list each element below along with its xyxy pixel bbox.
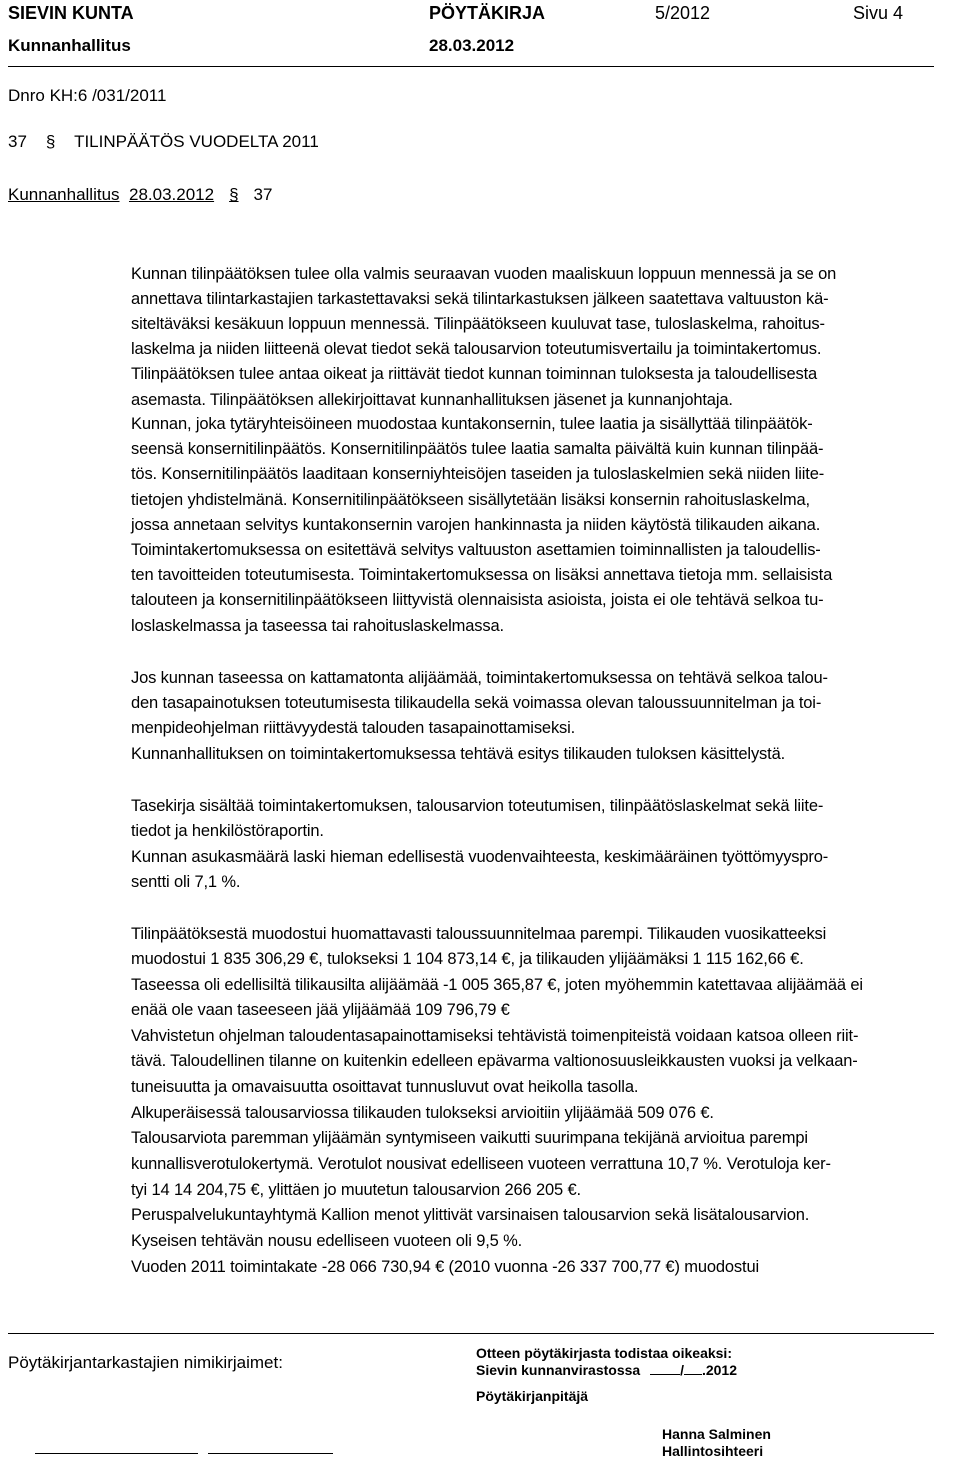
body-line: loslaskelmassa ja taseessa tai rahoituslaskelmassa. (131, 617, 504, 635)
header-divider (8, 66, 934, 67)
body-line: den tasapainotuksen toteutumisesta tilikaudella sekä voimassa olevan taloussuunnitelman ja toi- (131, 694, 822, 712)
body-line: Kunnan asukasmäärä laski hieman edellisestä vuodenvaihteesta, keskimääräinen työttömyyspro- (131, 848, 829, 866)
body-line: menpideohjelman riittävyydestä talouden tasapainottamiseksi. (131, 719, 576, 737)
body-line: Taseessa oli edellisiltä tilikausilta alijäämää -1 005 365,87 €, joten myöhemmin katettavaa alijäämää ei (131, 976, 863, 994)
initials-signature-line-1 (35, 1453, 198, 1454)
body-line: Vuoden 2011 toimintakate -28 066 730,94 € (2010 vuonna -26 337 700,77 €) muodostui (131, 1258, 760, 1276)
certify-place: Sievin kunnanvirastossa (476, 1362, 641, 1378)
body-line: tös. Konsernitilinpäätös laaditaan konserniyhteisöjen taseiden ja tuloslaskelmien sekä niiden liite- (131, 465, 825, 483)
body-line: jossa annetaan selvitys kuntakonsernin varojen hankinnasta ja niiden käytöstä tilikauden aikana. (131, 516, 821, 534)
municipality-name: SIEVIN KUNTA (8, 3, 134, 23)
body-line: sentti oli 7,1 %. (131, 873, 241, 891)
body-line: seensä konsernitilinpäätös. Konsernitilinpäätös tulee laatia samalta päivältä kuin kunnan tilinpää- (131, 440, 824, 458)
body-line: annettava tilintarkastajien tarkastettavaksi sekä tilintarkastuksen jälkeen saatettava valtuuston kä- (131, 290, 829, 308)
document-type: PÖYTÄKIRJA (429, 3, 546, 23)
body-line: Alkuperäisessä talousarviossa tilikauden tulokseksi arvioitiin ylijäämää 509 076 €. (131, 1104, 714, 1122)
body-line: Kunnan tilinpäätöksen tulee olla valmis seuraavan vuoden maaliskuun loppuun mennessä ja se on (131, 265, 837, 283)
page-number: Sivu 4 (853, 3, 904, 23)
section-title: TILINPÄÄTÖS VUODELTA 2011 (74, 132, 319, 151)
ref-date: 28.03.2012 (128, 185, 215, 204)
body-line: tiedot ja henkilöstöraportin. (131, 822, 324, 840)
document-number: 5/2012 (655, 3, 711, 23)
meeting-date: 28.03.2012 (429, 36, 515, 55)
body-line: tyi 14 14 204,75 €, ylittäen jo muutetun talousarvion 266 205 €. (131, 1181, 581, 1199)
section-number: 37 (8, 132, 27, 151)
signer-name: Hanna Salminen (662, 1426, 771, 1442)
body-line: tävä. Taloudellinen tilanne on kuitenkin edelleen epävarma valtionosuusleikkausten vuoksi ja velkaan- (131, 1052, 858, 1070)
footer-divider (8, 1333, 934, 1334)
body-line: siteltäväksi kesäkuun loppuun mennessä. Tilinpäätökseen kuuluvat tase, tuloslaskelma, rahoitus- (131, 315, 825, 333)
section-heading (8, 132, 319, 152)
signer-title: Hallintosihteeri (662, 1443, 764, 1459)
body-line: Peruspalvelukuntayhtymä Kallion menot ylittivät varsinaisen talousarvion sekä lisätalousarvion. (131, 1206, 810, 1224)
body-line: laskelma ja niiden liitteenä olevat tiedot sekä talousarvion toteutumisvertailu ja toimintakertomus. (131, 340, 822, 358)
body-line: Kunnan, joka tytäryhteisöineen muodostaa kuntakonsernin, tulee laatia ja sisällyttää tilinpäätök- (131, 415, 813, 433)
month-blank (684, 1362, 702, 1375)
section-sign-icon: § (45, 132, 56, 151)
body-line: tietojen yhdistelmänä. Konsernitilinpäätökseen sisällytetään lisäksi konsernin rahoituslaskelma, (131, 491, 810, 509)
body-line: Kunnanhallituksen on toimintakertomuksessa tehtävä esitys tilikauden tuloksen käsittelystä. (131, 745, 786, 763)
meeting-body: Kunnanhallitus (8, 36, 131, 55)
body-line: enää ole vaan taseeseen jää ylijäämää 109 796,79 € (131, 1001, 510, 1019)
section-reference (8, 185, 272, 205)
ref-number: 37 (253, 185, 273, 204)
body-line: Jos kunnan taseessa on kattamatonta alijäämää, toimintakertomuksessa on tehtävä selkoa talou- (131, 669, 828, 687)
body-line: Tilinpäätöksestä muodostui huomattavasti taloussuunnitelmaa parempi. Tilikauden vuosikatteeksi (131, 925, 827, 943)
date-slash: / (680, 1362, 684, 1378)
body-line: Toimintakertomuksessa on esitettävä selvitys valtuuston asettamien toiminnallisten ja taloudellis- (131, 541, 821, 559)
section-sign-icon: § (229, 185, 239, 204)
dnro: Dnro KH:6 /031/2011 (8, 86, 167, 105)
body-line: Tasekirja sisältää toimintakertomuksen, talousarvion toteutumisen, tilinpäätöslaskelmat sekä liite- (131, 797, 824, 815)
day-month-blank (650, 1362, 680, 1375)
body-line: Kyseisen tehtävän nousu edelliseen vuoteen oli 9,5 %. (131, 1232, 523, 1250)
initials-signature-line-2 (208, 1453, 333, 1454)
body-line: Vahvistetun ohjelman taloudentasapainottamiseksi tehtävistä toimenpiteistä voidaan katsoa olleen riit- (131, 1027, 859, 1045)
certify-year: .2012 (701, 1362, 738, 1378)
initials-label: Pöytäkirjantarkastajien nimikirjaimet: (8, 1353, 283, 1372)
body-line: Talousarviota paremman ylijäämän syntymiseen vaikutti suurimpana tekijänä arvioitua parempi (131, 1129, 808, 1147)
body-line: kunnallisverotulokertymä. Verotulot nousivat edelliseen vuoteen verrattuna 10,7 %. Verotuloja ker- (131, 1155, 831, 1173)
body-line: ten tavoitteiden toteutumisesta. Toimintakertomuksessa on lisäksi annettava tietoja mm. sellaisista (131, 566, 833, 584)
body-line: tuneisuutta ja omavaisuutta osoittavat tunnusluvut ovat heikolla tasolla. (131, 1078, 639, 1096)
body-line: Tilinpäätöksen tulee antaa oikeat ja riittävät tiedot kunnan toiminnan tuloksesta ja taloudellisesta (131, 365, 818, 383)
ref-body: Kunnanhallitus (8, 185, 120, 204)
body-line: talouteen ja konsernitilinpäätökseen liittyvistä olennaisista asioista, joista ei ole tehtävä selkoa tu- (131, 591, 824, 609)
body-line: muodostui 1 835 306,29 €, tulokseksi 1 104 873,14 €, ja tilikauden ylijäämäksi 1 115 162,66 €. (131, 950, 804, 968)
body-line: asemasta. Tilinpäätöksen allekirjoittavat kunnanhallituksen jäsenet ja kunnanjohtaja. (131, 391, 733, 409)
certify-label: Otteen pöytäkirjasta todistaa oikeaksi: (476, 1345, 732, 1361)
minutes-keeper-label: Pöytäkirjanpitäjä (476, 1388, 589, 1404)
certify-place-line (476, 1362, 737, 1378)
